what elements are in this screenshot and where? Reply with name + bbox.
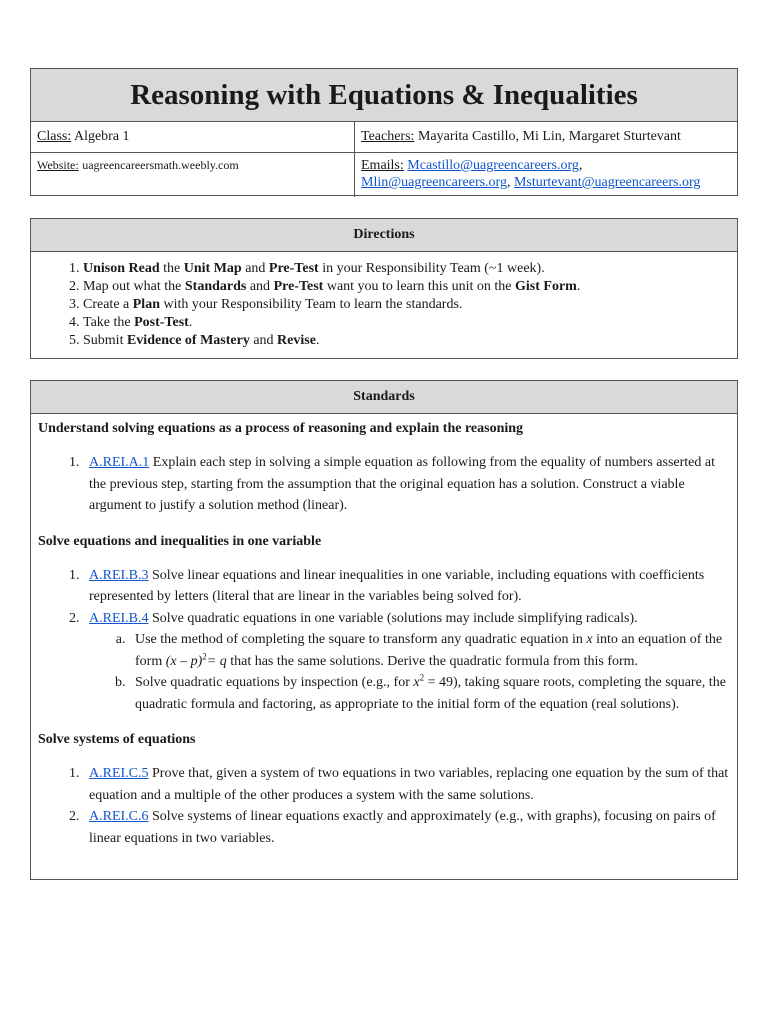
standard-link-a-rei-b-4[interactable]: A.REI.B.4 (89, 610, 149, 626)
list-item: a. Use the method of completing the square to transform any quadratic equation in x into an equation of the form (x – p)$^2$= q that has the same solutions. Derive the quadratic formula from this form. (129, 629, 730, 672)
list-item: 3. Create a Plan with your Responsibility Team to learn the standards. (83, 296, 737, 314)
teachers-value: Mayarita Castillo, Mi Lin, Margaret Sturtevant (417, 129, 681, 144)
standards-table (30, 380, 738, 880)
emails-label: Emails: (361, 158, 404, 173)
website-cell (31, 153, 355, 197)
teachers-cell (355, 122, 737, 152)
class-cell (31, 122, 355, 152)
list-item: b. Solve quadratic equations by inspection (e.g., for $x^2 = 49$), taking square roots, completing the square, the quadratic formula and factoring, as appropriate to the initial form of the equation (real solutions). (129, 672, 730, 715)
page-title: Reasoning with Equations & Inequalities (31, 69, 737, 122)
group-title-systems: Solve systems of equations (38, 732, 196, 747)
list-item: 2. A.REI.C.6 Solve systems of linear equations exactly and approximately (e.g., with graphs), focusing on pairs of linear equations in two variables. (83, 806, 730, 849)
header-table (30, 68, 738, 196)
website-label: Website: (37, 158, 79, 172)
group-title-reasoning: Understand solving equations as a process of reasoning and explain the reasoning (38, 421, 524, 436)
class-label: Class: (37, 129, 72, 144)
email-link-lin[interactable]: Mlin@uagreencareers.org (361, 175, 507, 190)
list-item: 1. Unison Read the Unit Map and Pre-Test in your Responsibility Team (~1 week). (83, 260, 737, 278)
standards-list-systems (38, 763, 730, 849)
directions-heading: Directions (31, 219, 737, 252)
list-item: 4. Take the Post-Test. (83, 314, 737, 332)
standards-list-reasoning (38, 452, 730, 517)
directions-list (31, 260, 737, 350)
website-value: uagreencareersmath.weebly.com (82, 158, 239, 172)
class-teachers-row (31, 122, 737, 153)
list-item: 5. Submit Evidence of Mastery and Revise. (83, 332, 737, 350)
standard-link-a-rei-b-3[interactable]: A.REI.B.3 (89, 567, 149, 583)
list-item: 1. A.REI.C.5 Prove that, given a system of two equations in two variables, replacing one equation by the sum of that equation and a multiple of the other produces a system with the same solutions. (83, 763, 730, 806)
emails-cell: Emails: Mcastillo@uagreencareers.org, Mlin@uagreencareers.org, Msturtevant@uagreencareers.org (361, 158, 701, 190)
list-item: 1. A.REI.A.1 Explain each step in solving a simple equation as following from the equality of numbers asserted at the previous step, starting from the assumption that the original equation has a solution. Construct a viable argument to justify a solution method (linear). (83, 452, 730, 517)
standard-link-a-rei-c-6[interactable]: A.REI.C.6 (89, 809, 149, 824)
standards-heading: Standards (31, 381, 737, 414)
list-item: 1. A.REI.B.3 Solve linear equations and linear inequalities in one variable, including equations with coefficients represented by letters (literal that are linear in the variables being solved for). (83, 565, 730, 608)
list-item: 2. Map out what the Standards and Pre-Test want you to learn this unit on the Gist Form. (83, 278, 737, 296)
class-value: Algebra 1 (73, 129, 130, 144)
list-item: 2. A.REI.B.4 Solve quadratic equations in one variable (solutions may include simplifying radicals). a. Use the method of completing the square to transform any quadratic equation in x into an equation of the form (x – p)$^2$= q that has the same solutions. Derive the quadratic formula from this form. b. Solve quadratic equations by inspection (e.g., for $x^2 = 49$), taking square roots, completing the square, the quadratic formula and factoring, as appropriate to the initial form of the equation (real solutions). (83, 608, 730, 716)
email-link-sturtevant[interactable]: Msturtevant@uagreencareers.org (513, 175, 701, 190)
standard-link-a-rei-a-1[interactable]: A.REI.A.1 (89, 455, 150, 470)
standards-body (31, 414, 737, 855)
standards-list-one-variable (38, 565, 730, 716)
email-link-castillo[interactable]: Mcastillo@uagreencareers.org (407, 158, 579, 173)
directions-table (30, 218, 738, 359)
sub-list-b4 (89, 629, 730, 715)
teachers-label: Teachers: (361, 129, 415, 144)
group-title-one-variable: Solve equations and inequalities in one variable (38, 533, 322, 549)
standard-link-a-rei-c-5[interactable]: A.REI.C.5 (89, 766, 149, 781)
website-emails-row (31, 153, 737, 197)
